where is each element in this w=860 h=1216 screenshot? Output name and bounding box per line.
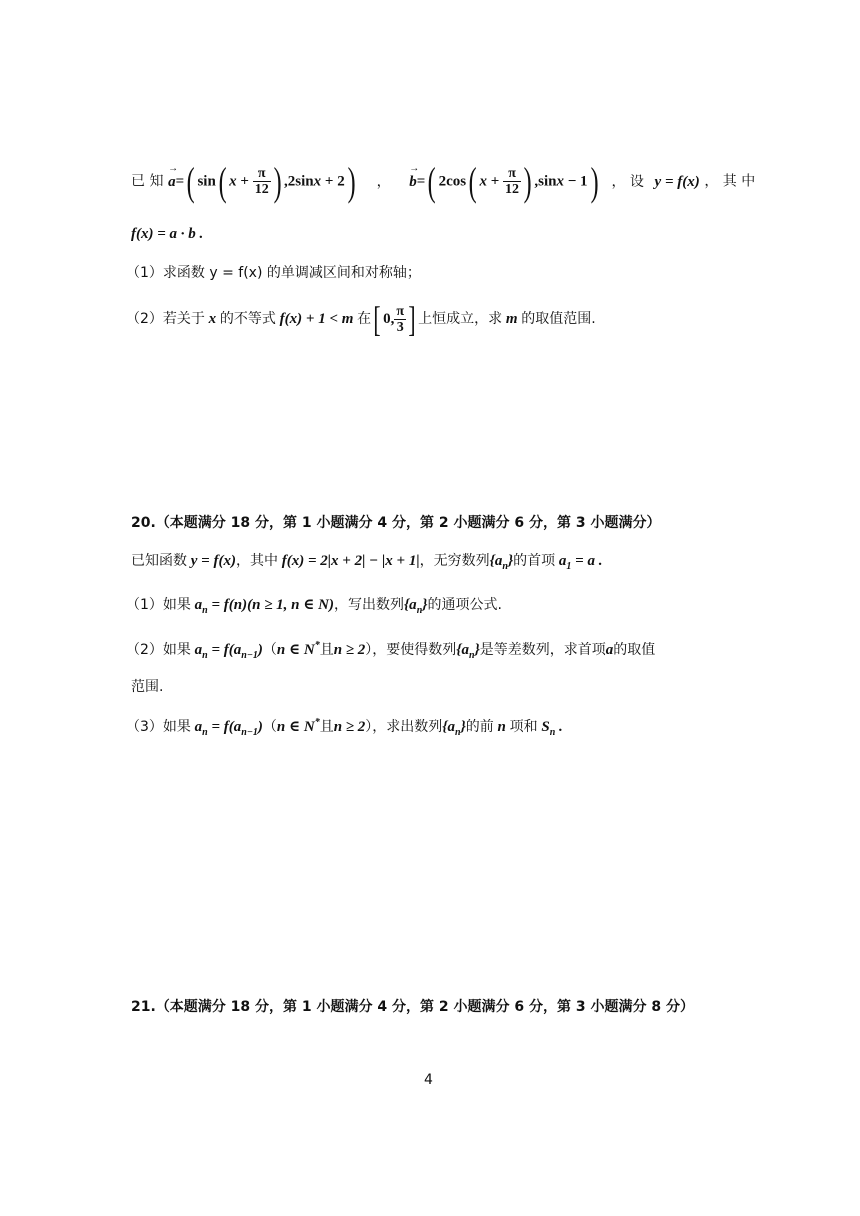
q19-set: ， 设 (611, 173, 644, 190)
q19-known: 已 知 (131, 173, 164, 190)
q19-def: f(x) = a · b . (131, 226, 204, 242)
q21-title: 21.（本题满分 18 分，第 1 小题满分 4 分，第 2 小题满分 6 分，第 3 小题满分 8 分） (131, 999, 694, 1015)
q20-part3: （3）如果 $a_n = f(a_{n-1})(n$ ∈ N*且n ≥ 2），求出数列$\{a_n\}$的前 n 项和 $S_n$ . (126, 717, 563, 738)
vector-b: → b (409, 174, 417, 191)
q20-part1: （1）如果 $a_n = f(n)(n \ge 1$, n ∈ N)，写出数列$\{a_n\}$的通项公式. (126, 597, 502, 616)
q20-part2-cont: 范围. (131, 679, 164, 695)
q19-part1: （1）求函数 y = f(x) 的单调减区间和对称轴； (126, 265, 421, 281)
q20-intro: 已知函数 y = f(x)，其中 f(x) = 2|x + 2| − |x + 1|，无穷数列$\{a_n\}$的首项 $a_1 = a$ . (131, 553, 603, 572)
fraction-pi-12: $\frac{\pi}{12}$ (254, 166, 269, 197)
page-number: 4 (424, 1072, 433, 1088)
q19-vectors-line: 已 知 → a=( sin( x + $\frac{\pi}{12}$ ) ,2sinx + 2) ， → b=( 2cos( x + $\frac{\pi}{12}$ ) ,sinx − 1) ， 设 y = f(x) ， 其 中 (131, 158, 755, 205)
q19-fx: y = f(x) (654, 173, 700, 190)
vector-a: → a (168, 174, 176, 191)
q20-part2: （2）如果 $a_n = f(a_{n-1})(n$ ∈ N*且n ≥ 2），要使得数列$\{a_n\}$是等差数列，求首项a的取值 (126, 640, 656, 661)
q19-part2: （2）若关于 x 的不等式 f(x) + 1 < m 在[ 0, $\frac{\pi}{3}$ ] 上恒成立，求 m 的取值范围. (126, 299, 596, 339)
q19-where: ， 其 中 (704, 173, 756, 190)
q20-title: 20.（本题满分 18 分，第 1 小题满分 4 分，第 2 小题满分 6 分，第 3 小题满分） (131, 515, 661, 531)
q19-comma: ， (376, 173, 391, 190)
